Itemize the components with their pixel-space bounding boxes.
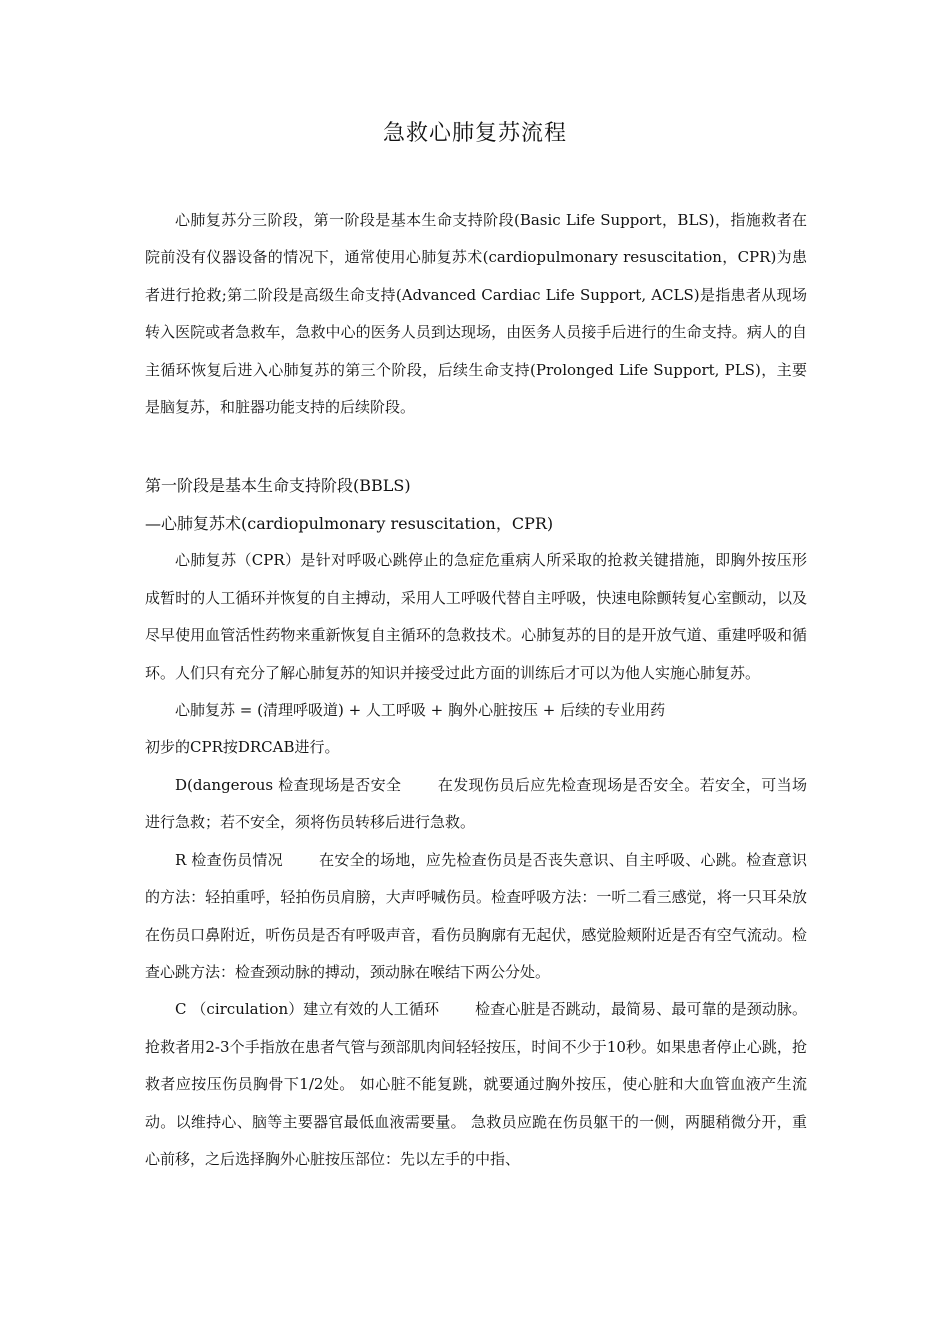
step-r-label: R 检查伤员情况	[175, 850, 283, 869]
intro-paragraph: 心肺复苏分三阶段，第一阶段是基本生命支持阶段(Basic Life Support，BLS)，指施救者在院前没有仪器设备的情况下，通常使用心肺复苏术(cardiopulmonary resuscitation，CPR)为患者进行抢救;第二阶段是高级生命支持(Advanced Cardiac Life Support, ACLS)是指患者从现场转入医院或者急救车，急救中心的医务人员到达现场，由医务人员接手后进行的生命支持。病人的自主循环恢复后进入心肺复苏的第三个阶段，后续生命支持(Prolonged Life Support, PLS)，主要是脑复苏，和脏器功能支持的后续阶段。	[145, 211, 807, 417]
step-d-paragraph	[145, 767, 807, 842]
step-c-label: C （circulation）建立有效的人工循环	[175, 1000, 440, 1019]
document-body	[145, 202, 807, 1178]
drcab-line: 初步的CPR按DRCAB进行。	[145, 738, 340, 757]
section-heading: 第一阶段是基本生命支持阶段(BBLS)	[145, 476, 411, 496]
step-r-text: 在安全的场地，应先检查伤员是否丧失意识、自主呼吸、心跳。检查意识的方法：轻拍重呼，轻拍伤员肩膀，大声呼喊伤员。检查呼吸方法：一听二看三感觉，将一只耳朵放在伤员口鼻附近，听伤员是否有呼吸声音，看伤员胸廓有无起伏，感觉脸颊附近是否有空气流动。检查心跳方法：检查颈动脉的搏动，颈动脉在喉结下两公分处。	[145, 850, 807, 981]
section-subheading: —心肺复苏术(cardiopulmonary resuscitation，CPR)	[145, 513, 554, 533]
step-d-label: D(dangerous 检查现场是否安全	[175, 775, 402, 794]
cpr-formula: 心肺复苏 = (清理呼吸道) + 人工呼吸 + 胸外心脏按压 + 后续的专业用药	[175, 701, 666, 720]
step-r-paragraph	[145, 842, 807, 992]
cpr-definition-paragraph: 心肺复苏（CPR）是针对呼吸心跳停止的急症危重病人所采取的抢救关键措施，即胸外按压形成暂时的人工循环并恢复的自主搏动，采用人工呼吸代替自主呼吸，快速电除颤转复心室颤动，以及尽早使用血管活性药物来重新恢复自主循环的急救技术。心肺复苏的目的是开放气道、重建呼吸和循环。人们只有充分了解心肺复苏的知识并接受过此方面的训练后才可以为他人实施心肺复苏。	[145, 551, 807, 682]
document-title: 急救心肺复苏流程	[382, 121, 567, 146]
step-d-text: 在发现伤员后应先检查现场是否安全。若安全，可当场进行急救；若不安全，须将伤员转移后进行急救。	[145, 775, 807, 832]
step-c-text: 检查心脏是否跳动，最简易、最可靠的是颈动脉。抢救者用2-3个手指放在患者气管与颈部肌肉间轻轻按压，时间不少于10秒。如果患者停止心跳，抢救者应按压伤员胸骨下1/2处。 如心脏不能复跳，就要通过胸外按压，使心脏和大血管血液产生流动。以维持心、脑等主要器官最低血液需要量。 急救员应跪在伤员躯干的一侧，两腿稍微分开，重心前移，之后选择胸外心脏按压部位：先以左手的中指、	[145, 1000, 807, 1168]
step-c-paragraph	[145, 991, 807, 1178]
